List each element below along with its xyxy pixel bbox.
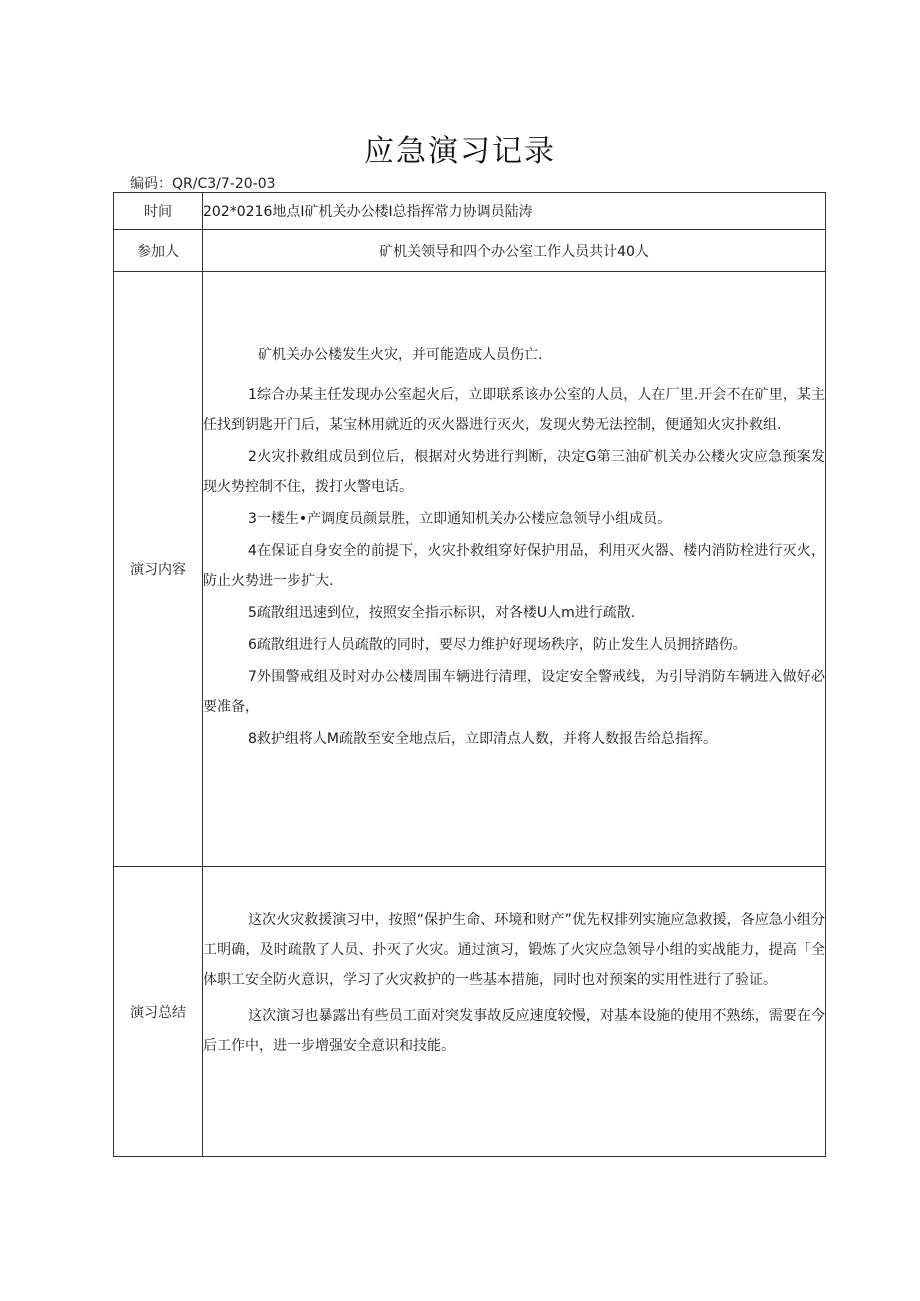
time-value: 202*0216地点I矿机关办公楼I总指挥常力协调员陆涛 (203, 193, 826, 230)
summary-cell (203, 867, 826, 1157)
participants-label: 参加人 (114, 230, 203, 272)
content-cell (203, 272, 826, 867)
content-item-5: 5疏散组迅速到位，按照安全指示标识，对各楼U人m进行疏散. (248, 605, 636, 621)
content-label: 演习内容 (114, 272, 203, 867)
content-body (203, 272, 825, 754)
summary-paragraph-2: 这次演习也暴露出有些员工面对突发事故反应速度较慢，对基本设施的使用不熟练，需要在今后工作中，进一步增强安全意识和技能。 (203, 1008, 825, 1054)
summary-paragraph-1: 这次火灾救援演习中，按照“保护生命、环境和财产”优先权排列实施应急救援，各应急小组分工明确，及时疏散了人员、扑灭了火灾。通过演习，锻炼了火灾应急领导小组的实战能力，提高「全体职工安全防火意识，学习了火灾救护的一些基本措施，同时也对预案的实用性进行了验证。 (203, 912, 825, 988)
content-item-1: 1综合办某主任发现办公室起火后，立即联系该办公室的人员，人在厂里.开会不在矿里，某主任找到钥匙开门后，某宝林用就近的灭火器进行灭火，发现火势无法控制，便通知火灾扑救组. (203, 387, 825, 433)
content-item-4: 4在保证自身安全的前提下，火灾扑救组穿好保护用品，利用灭火器、楼内消防栓进行灭火，防止火势进一步扩大. (203, 543, 825, 589)
document-code: 编码：QR/C3/7-20-03 (130, 176, 276, 192)
summary-label: 演习总结 (114, 867, 203, 1157)
content-row (114, 272, 826, 867)
participants-value: 矿机关领导和四个办公室工作人员共计40人 (203, 230, 826, 272)
document-title: 应急演习记录 (364, 134, 556, 169)
participants-row (114, 230, 826, 272)
content-item-8: 8救护组将人M疏散至安全地点后，立即清点人数，并将人数报告给总指挥。 (248, 731, 717, 747)
content-lead: 矿机关办公楼发生火灾，并可能造成人员伤亡. (258, 347, 543, 363)
time-label: 时间 (114, 193, 203, 230)
summary-body (203, 867, 825, 1061)
summary-row (114, 867, 826, 1157)
time-row (114, 193, 826, 230)
content-item-2: 2火灾扑救组成员到位后，根据对火势进行判断，决定G第三油矿机关办公楼火灾应急预案发现火势控制不住，拨打火警电话。 (203, 449, 825, 495)
content-item-6: 6疏散组进行人员疏散的同时，要尽力维护好现场秩序，防止发生人员拥挤踏伤。 (248, 637, 747, 653)
content-item-7: 7外围警戒组及时对办公楼周围车辆进行清理，设定安全警戒线，为引导消防车辆进入做好必要准备， (203, 669, 825, 715)
drill-record-table (113, 192, 826, 1157)
content-item-3: 3一楼生•产调度员颜景胜，立即通知机关办公楼应急领导小组成员。 (248, 511, 672, 527)
